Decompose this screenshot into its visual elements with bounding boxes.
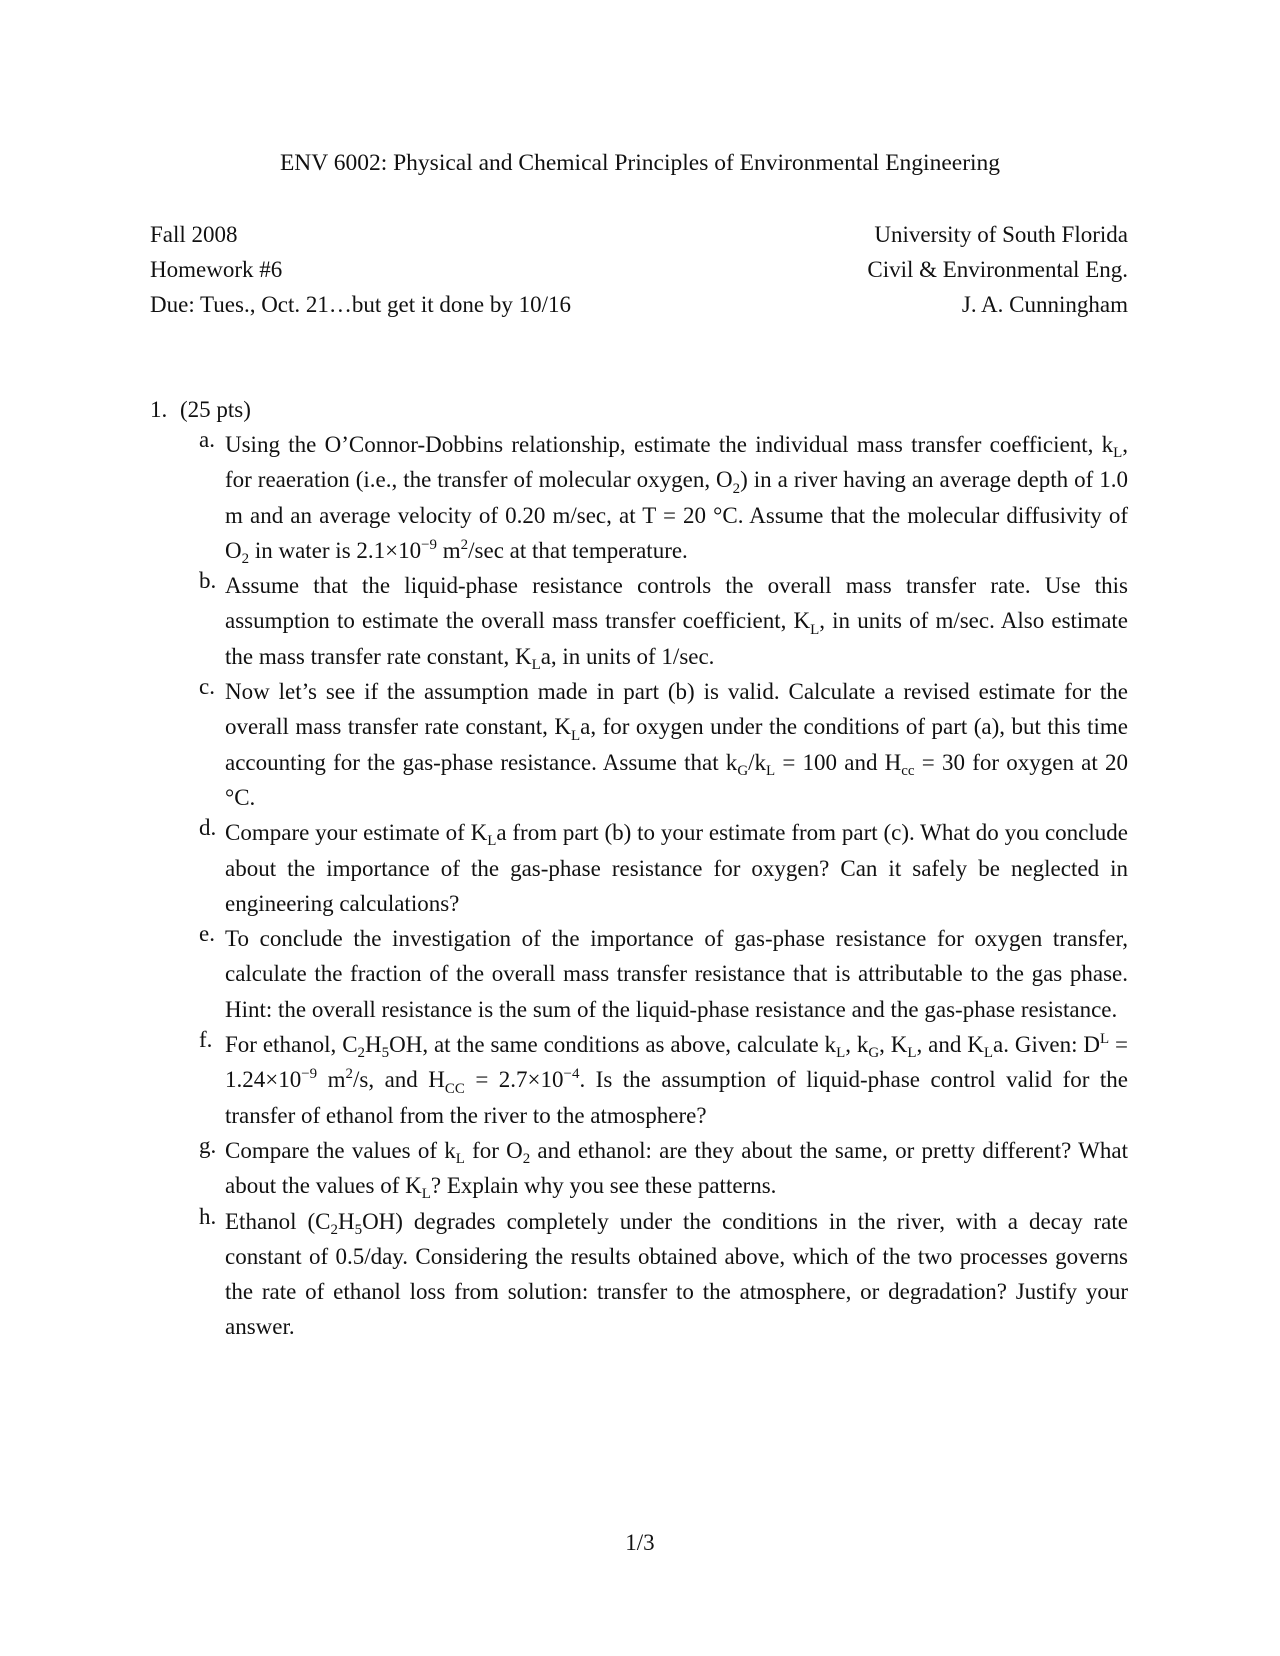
- part-d: [150, 815, 1128, 921]
- part-text: Ethanol $(C_2H_5OH)$ degrades completely under the conditions in the river, with a decay rate constant of 0.5/day. Considering the results obtained above, which of the two processes governs the rate of ethanol loss from solution: transfer to the atmosphere, or degradation? Justify your answer.: [225, 1208, 1128, 1340]
- part-label: a.: [199, 427, 215, 452]
- part-label: c.: [199, 674, 215, 700]
- problem-number: 1.: [150, 397, 168, 422]
- part-text: Compare the values of $k_L$ for $O_2$ and ethanol: are they about the same, or pretty different? What about the values of $K_L$? Explain why you see these patterns.: [225, 1137, 1128, 1203]
- page-number: 1/3: [625, 1530, 655, 1555]
- course-title: ENV 6002: Physical and Chemical Principles of Environmental Engineering: [279, 150, 1001, 176]
- part-f: [150, 1027, 1128, 1133]
- department: Civil & Environmental Eng.: [867, 257, 1128, 282]
- part-text: For ethanol, $C_2H_5OH$, at the same conditions as above, calculate $k_L$, $k_G$, $K_L$, and $K_La$. Given: $D^L = 1.24\times 10^{-9}$ $m^2/s$, and $H_{CC} = 2.7\times 10^{-4}$. Is the assumption of liquid-phase control valid for the transfer of ethanol from the river to the atmosphere?: [225, 1031, 1129, 1128]
- university: University of South Florida: [874, 222, 1128, 247]
- part-text: Using the O’Connor-Dobbins relationship, estimate the individual mass transfer coefficient, $k_L$, for reaeration (i.e., the transfer of molecular oxygen, $O_2$) in a river having an average depth of 1.0 m and an average velocity of 0.20 m/sec, at T = 20 °C. Assume that the molecular diffusivity of $O_2$ in water is $2.1\times 10^{-9}$ $m^2/\sec$ at that temperature.: [225, 432, 1128, 568]
- problem-1: [150, 392, 1128, 1345]
- problem-parts: [150, 427, 1128, 1345]
- part-label: d.: [199, 815, 217, 841]
- due-date: Due: Tues., Oct. 21…but get it done by 10/16: [150, 292, 572, 317]
- part-text: To conclude the investigation of the importance of gas-phase resistance for oxygen transfer, calculate the fraction of the overall mass transfer resistance that is attributable to the gas phase. Hint: the overall resistance is the sum of the liquid-phase resistance and the gas-phase resistance.: [225, 926, 1128, 1022]
- part-e: [150, 921, 1128, 1027]
- homework-number: Homework #6: [150, 257, 283, 282]
- header-left-block: [150, 217, 571, 322]
- part-label: b.: [199, 568, 217, 594]
- part-text: Compare your estimate of $K_La$ from part (b) to your estimate from part (c). What do you conclude about the importance of the gas-phase resistance for oxygen? Can it safely be neglected in engineering calculations?: [225, 820, 1128, 916]
- part-h: [150, 1204, 1128, 1345]
- problem-points: (25 pts): [180, 397, 251, 422]
- part-c: [150, 674, 1128, 815]
- part-text: Assume that the liquid-phase resistance controls the overall mass transfer rate. Use this assumption to estimate the overall mass transfer coefficient, $K_L$, in units of m/sec. Also estimate the mass transfer rate constant, $K_La$, in units of 1/sec.: [225, 573, 1129, 673]
- part-text: Now let’s see if the assumption made in part (b) is valid. Calculate a revised estimate for the overall mass transfer rate constant, $K_La$, for oxygen under the conditions of part (a), but this time accounting for the gas-phase resistance. Assume that $k_G/k_L = 100$ and $H_{cc} = 30$ for oxygen at 20 °C.: [225, 679, 1128, 810]
- header-right-block: [867, 217, 1128, 322]
- part-a: [150, 427, 1128, 568]
- part-label: h.: [199, 1203, 217, 1229]
- semester: Fall 2008: [150, 222, 238, 247]
- part-b: [150, 568, 1128, 674]
- part-g: [150, 1133, 1128, 1204]
- part-label: e.: [199, 921, 215, 947]
- problem-heading: [150, 392, 1128, 427]
- part-label: f.: [199, 1027, 213, 1053]
- part-label: g.: [199, 1132, 217, 1158]
- instructor: J. A. Cunningham: [961, 292, 1128, 317]
